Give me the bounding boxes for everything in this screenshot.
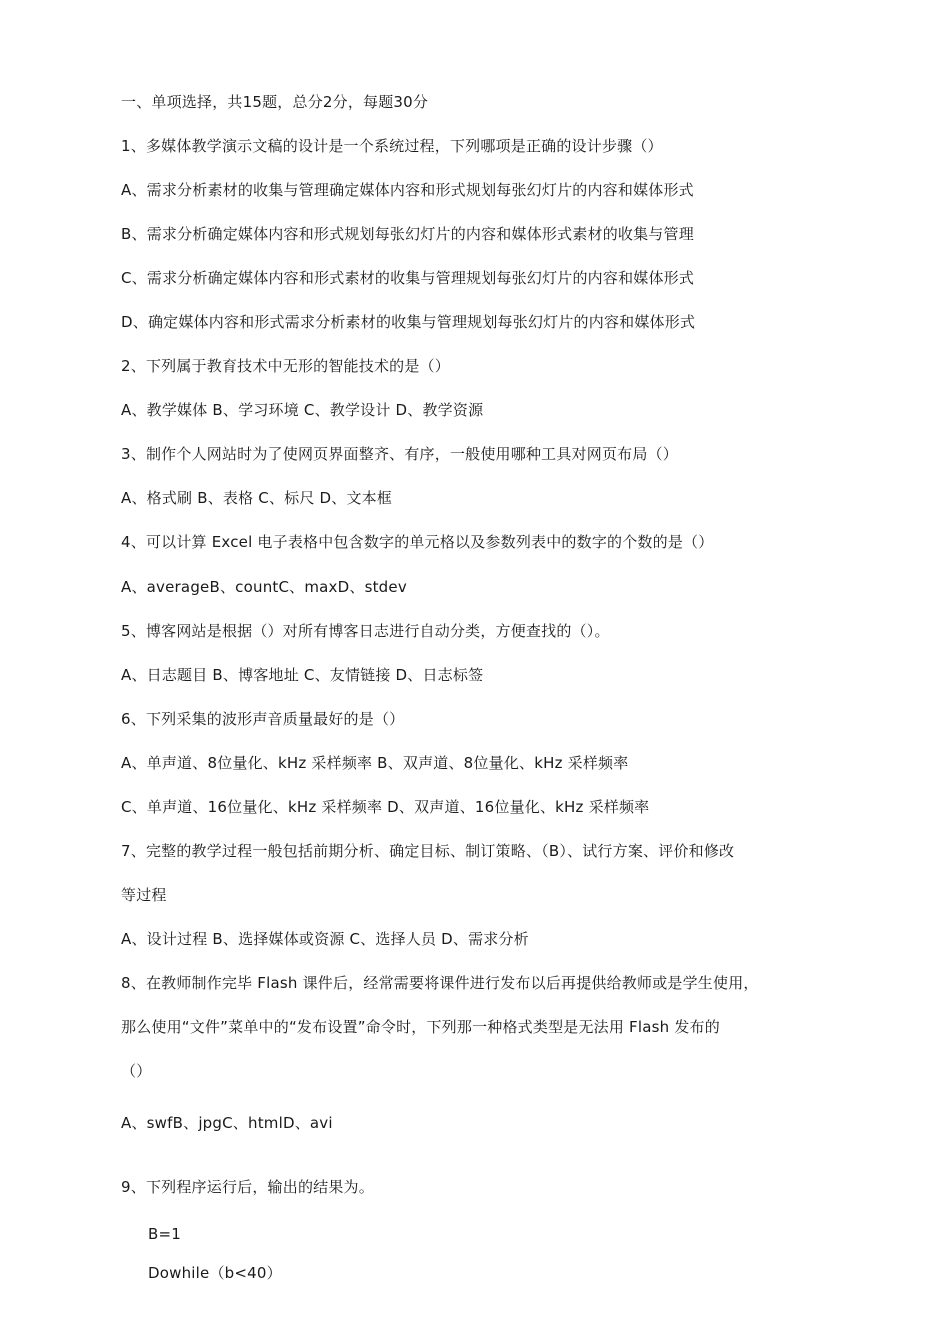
question-6-options-line-2: C、单声道、16位量化、kHz 采样频率 D、双声道、16位量化、kHz 采样频率 [121, 798, 650, 816]
question-2-stem: 2、下列属于教育技术中无形的智能技术的是（） [121, 357, 450, 375]
question-1-option-b: B、需求分析确定媒体内容和形式规划每张幻灯片的内容和媒体形式素材的收集与管理 [121, 225, 694, 243]
question-6-options-line-1: A、单声道、8位量化、kHz 采样频率 B、双声道、8位量化、kHz 采样频率 [121, 754, 629, 772]
question-7-stem-line-2: 等过程 [121, 886, 167, 904]
question-5-stem: 5、博客网站是根据（）对所有博客日志进行自动分类，方便查找的（）。 [121, 622, 610, 640]
question-8-stem-line-1: 8、在教师制作完毕 Flash 课件后，经常需要将课件进行发布以后再提供给教师或是学生使用， [121, 974, 759, 992]
question-1-stem: 1、多媒体教学演示文稿的设计是一个系统过程，下列哪项是正确的设计步骤（） [121, 137, 663, 155]
question-1-option-d: D、确定媒体内容和形式需求分析素材的收集与管理规划每张幻灯片的内容和媒体形式 [121, 313, 696, 331]
code-line-2: Dowhile（b<40） [148, 1264, 282, 1282]
question-4-stem: 4、可以计算 Excel 电子表格中包含数字的单元格以及参数列表中的数字的个数的是（） [121, 533, 714, 551]
question-7-options: A、设计过程 B、选择媒体或资源 C、选择人员 D、需求分析 [121, 930, 529, 948]
question-1-option-c: C、需求分析确定媒体内容和形式素材的收集与管理规划每张幻灯片的内容和媒体形式 [121, 269, 695, 287]
question-6-stem: 6、下列采集的波形声音质量最好的是（） [121, 710, 405, 728]
question-5-options: A、日志题目 B、博客地址 C、友情链接 D、日志标签 [121, 666, 484, 684]
question-9-stem: 9、下列程序运行后，输出的结果为。 [121, 1178, 374, 1196]
section-header: 一、单项选择，共15题，总分2分，每题30分 [121, 93, 429, 111]
question-8-stem-line-3: （） [121, 1062, 152, 1080]
question-8-options: A、swfB、jpgC、htmlD、avi [121, 1114, 333, 1132]
question-4-options: A、averageB、countC、maxD、stdev [121, 578, 407, 596]
code-line-1: B=1 [148, 1225, 182, 1243]
question-7-stem-line-1: 7、完整的教学过程一般包括前期分析、确定目标、制订策略、（B）、试行方案、评价和修改 [121, 842, 735, 860]
question-1-option-a: A、需求分析素材的收集与管理确定媒体内容和形式规划每张幻灯片的内容和媒体形式 [121, 181, 694, 199]
question-3-stem: 3、制作个人网站时为了使网页界面整齐、有序，一般使用哪种工具对网页布局（） [121, 445, 678, 463]
question-8-stem-line-2: 那么使用“文件”菜单中的“发布设置”命令时，下列那一种格式类型是无法用 Flash 发布的 [121, 1018, 720, 1036]
question-2-options: A、教学媒体 B、学习环境 C、教学设计 D、教学资源 [121, 401, 484, 419]
question-3-options: A、格式刷 B、表格 C、标尺 D、文本框 [121, 489, 393, 507]
